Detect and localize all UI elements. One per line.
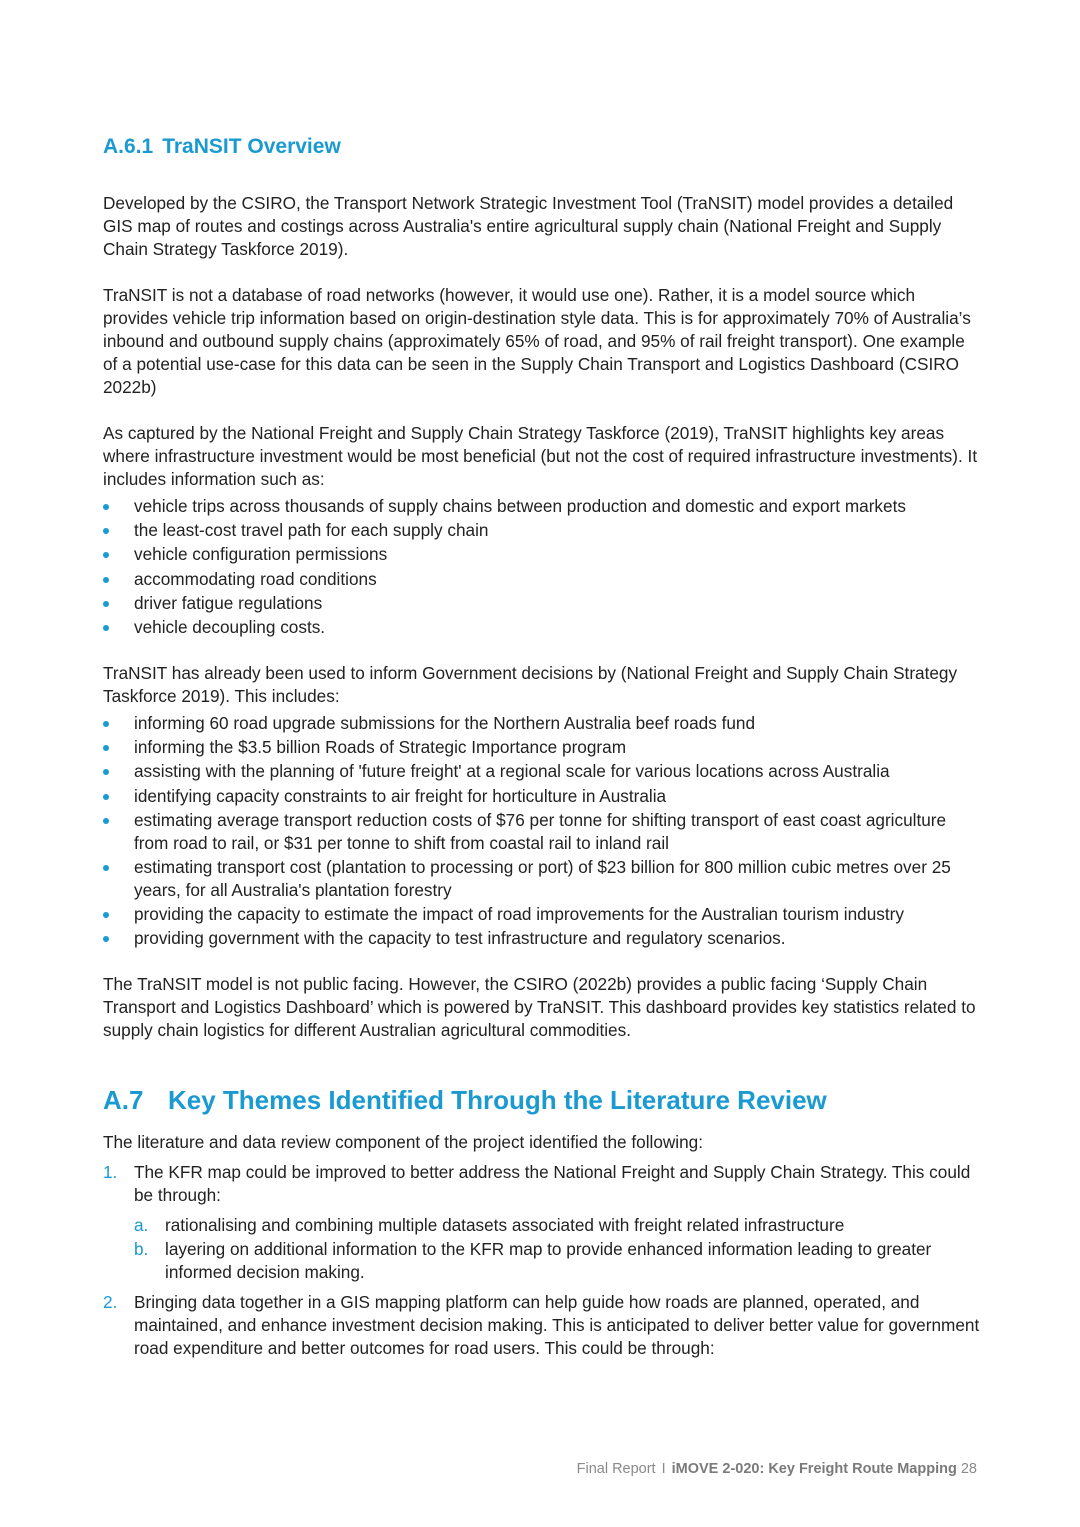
bullet-dot-icon: [103, 794, 109, 800]
list-item: the least-cost travel path for each supply chain: [103, 519, 983, 542]
sub-list-item: a. rationalising and combining multiple datasets associated with freight related infrastructure: [134, 1215, 845, 1236]
footer-report-label: Final Report: [576, 1461, 656, 1477]
sub-list-item: b. layering on additional information to the KFR map to provide enhanced information leading to greater informed decision making.: [134, 1238, 932, 1282]
list-number: 2.: [103, 1291, 118, 1312]
paragraph-public-facing: The TraNSIT model is not public facing. However, the CSIRO (2022b) provides a public facing ‘Supply Chain Transport and Logistics Dashboard’ which is powered by TraNSIT. This dashboard provides key statistics related to supply chain logistics for different Australian agricultural commodities.: [103, 974, 976, 1041]
list-item: identifying capacity constraints to air freight for horticulture in Australia: [103, 785, 983, 808]
paragraph-government-decisions: TraNSIT has already been used to inform Government decisions by (National Freight and Supply Chain Strategy Taskforce 2019). This includes:: [103, 662, 958, 706]
bullet-dot-icon: [103, 504, 109, 510]
list-item: providing the capacity to estimate the impact of road improvements for the Australian tourism industry: [103, 903, 983, 926]
list-item: informing 60 road upgrade submissions for the Northern Australia beef roads fund: [103, 712, 983, 735]
bullet-dot-icon: [103, 552, 109, 558]
numbered-list-themes: [103, 1161, 983, 1360]
bullet-dot-icon: [103, 936, 109, 942]
list-letter: b.: [134, 1238, 149, 1259]
page-number: 28: [960, 1461, 977, 1477]
list-item: 2. Bringing data together in a GIS mapping platform can help guide how roads are planned, operated, and maintained, and enhance investment decision making. This is anticipated to deliver better value for government road expenditure and better outcomes for road users. This could be through:: [103, 1291, 980, 1358]
list-item: vehicle configuration permissions: [103, 543, 983, 566]
subsection-number: A.6.1: [103, 135, 154, 158]
bullet-dot-icon: [103, 601, 109, 607]
bullet-dot-icon: [103, 577, 109, 583]
sub-list: [134, 1214, 983, 1284]
section-title: Key Themes Identified Through the Literature Review: [168, 1085, 827, 1116]
paragraph-transit-not-database: TraNSIT is not a database of road networks (however, it would use one). Rather, it is a model source which provides vehicle trip information based on origin-destination style data. This is for approximately 70% of Australia’s inbound and outbound supply chains (approximately 65% of road, and 95% of rail freight transport). One example of a potential use-case for this data can be seen in the Supply Chain Transport and Logistics Dashboard (CSIRO 2022b): [103, 285, 971, 397]
bullet-dot-icon: [103, 745, 109, 751]
list-letter: a.: [134, 1215, 149, 1236]
page-content: [103, 132, 983, 1367]
list-item: assisting with the planning of 'future freight' at a regional scale for various locations across Australia: [103, 760, 983, 783]
paragraph-transit-developed: Developed by the CSIRO, the Transport Network Strategic Investment Tool (TraNSIT) model provides a detailed GIS map of routes and costings across Australia's entire agricultural supply chain (National Freight and Supply Chain Strategy Taskforce 2019).: [103, 193, 954, 259]
bullet-dot-icon: [103, 865, 109, 871]
subsection-heading-a61: [103, 132, 983, 162]
list-item: accommodating road conditions: [103, 568, 983, 591]
list-item: providing government with the capacity to test infrastructure and regulatory scenarios.: [103, 927, 983, 950]
page-footer: [577, 1461, 977, 1477]
bullet-dot-icon: [103, 912, 109, 918]
list-item: driver fatigue regulations: [103, 592, 983, 615]
section-heading-a7: [103, 1082, 983, 1118]
list-number: 1.: [103, 1162, 118, 1183]
bullet-dot-icon: [103, 625, 109, 631]
bullet-dot-icon: [103, 528, 109, 534]
bullet-list-uses: [103, 712, 983, 950]
bullet-list-information: [103, 495, 983, 639]
bullet-dot-icon: [103, 721, 109, 727]
paragraph-literature-intro: The literature and data review component of the project identified the following:: [103, 1132, 704, 1153]
paragraph-transit-highlights: As captured by the National Freight and Supply Chain Strategy Taskforce (2019), TraNSIT highlights key areas where infrastructure investment would be most beneficial (but not the cost of required infrastructure investments). It includes information such as:: [103, 423, 978, 489]
footer-separator: I: [661, 1461, 666, 1477]
bullet-dot-icon: [103, 818, 109, 824]
list-item: vehicle trips across thousands of supply chains between production and domestic and export markets: [103, 495, 983, 518]
list-item: informing the $3.5 billion Roads of Strategic Importance program: [103, 736, 983, 759]
list-item: 1. The KFR map could be improved to better address the National Freight and Supply Chain Strategy. This could be through: a. rationalising and combining multiple datasets associated with freight related infrastructure b. layering on additional information to the KFR map to provide enhanced information leading to greater informed decision making.: [103, 1161, 983, 1284]
footer-project-title: iMOVE 2-020: Key Freight Route Mapping: [671, 1461, 957, 1477]
list-item: vehicle decoupling costs.: [103, 616, 983, 639]
bullet-dot-icon: [103, 769, 109, 775]
subsection-title: TraNSIT Overview: [162, 135, 341, 158]
section-number: A.7: [103, 1085, 144, 1116]
list-item: estimating transport cost (plantation to processing or port) of $23 billion for 800 million cubic metres over 25 years, for all Australia's plantation forestry: [103, 856, 983, 902]
list-item: estimating average transport reduction costs of $76 per tonne for shifting transport of east coast agriculture from road to rail, or $31 per tonne to shift from coastal rail to inland rail: [103, 809, 983, 855]
